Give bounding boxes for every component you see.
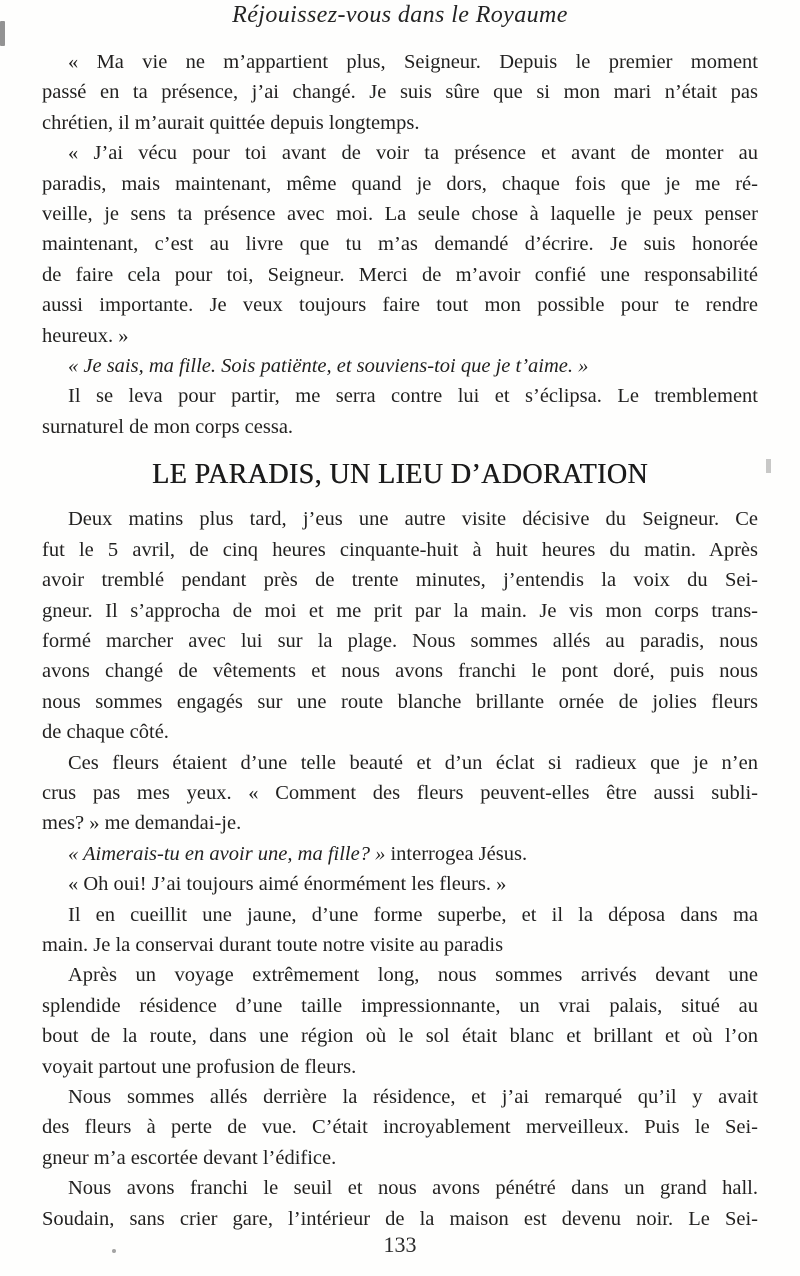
body-text: gneur. Il s’approcha de moi et me prit par la main. Je vis mon corps trans-	[42, 599, 758, 622]
text-line	[42, 778, 758, 808]
text-line	[42, 869, 758, 899]
body-text: « Oh oui! J’ai toujours aimé énormément les fleurs. »	[68, 873, 507, 896]
text-line	[42, 381, 758, 411]
text-line	[42, 748, 758, 778]
body-text: interrogea Jésus.	[390, 842, 528, 865]
paragraph	[42, 351, 758, 381]
text-line	[42, 991, 758, 1021]
body-text: fut le 5 avril, de cinq heures cinquante-huit à huit heures du matin. Après	[42, 538, 758, 561]
body-text: mes? » me demandai-je.	[42, 812, 242, 835]
body-text: passé en ta présence, j’ai changé. Je suis sûre que si mon mari n’était pas	[42, 81, 758, 104]
text-line	[42, 412, 758, 442]
text-line	[42, 321, 758, 351]
text-line	[42, 1082, 758, 1112]
text-line	[42, 351, 758, 381]
body-text: de faire cela pour toi, Seigneur. Merci de m’avoir confié une responsabilité	[42, 263, 758, 286]
body-text: crus pas mes yeux. « Comment des fleurs peuvent-elles être aussi subli-	[42, 781, 758, 804]
body-text: des fleurs à perte de vue. C’était incroyablement merveilleux. Puis le Sei-	[42, 1116, 758, 1139]
paragraph	[42, 1082, 758, 1173]
text-line	[42, 596, 758, 626]
body-text: Il en cueillit une jaune, d’une forme superbe, et il la déposa dans ma	[68, 903, 758, 926]
text-line	[42, 717, 758, 747]
text-line	[42, 77, 758, 107]
italic-text: « Aimerais-tu en avoir une, ma fille? »	[68, 842, 391, 865]
body-text: Il se leva pour partir, me serra contre lui et s’éclipsa. Le tremblement	[68, 385, 758, 408]
text-line	[42, 1112, 758, 1142]
text-line	[42, 565, 758, 595]
text-line	[42, 1021, 758, 1051]
body-text: « J’ai vécu pour toi avant de voir ta présence et avant de monter au	[68, 142, 758, 165]
text-line	[42, 229, 758, 259]
body-text: avons changé de vêtements et nous avons franchi le pont doré, puis nous	[42, 660, 758, 683]
body-text: heureux. »	[42, 324, 129, 347]
scan-artifact-mark	[766, 459, 771, 473]
text-line	[42, 930, 758, 960]
body-text: chrétien, il m’aurait quittée depuis longtemps.	[42, 111, 420, 134]
text-line	[42, 960, 758, 990]
body-text: splendide résidence d’une taille impressionnante, un vrai palais, situé au	[42, 994, 758, 1017]
body-text: formé marcher avec lui sur la plage. Nous sommes allés au paradis, nous	[42, 629, 758, 652]
text-line	[42, 626, 758, 656]
text-line	[42, 900, 758, 930]
body-text: Nous avons franchi le seuil et nous avons pénétré dans un grand hall.	[68, 1177, 758, 1200]
body-text: maintenant, c’est au livre que tu m’as demandé d’écrire. Je suis honorée	[42, 233, 758, 256]
body-text: avoir tremblé pendant près de trente minutes, j’entendis la voix du Sei-	[42, 569, 758, 592]
body-text: de chaque côté.	[42, 721, 169, 744]
text-line	[42, 260, 758, 290]
paragraph	[42, 1173, 758, 1234]
body-text: Soudain, sans crier gare, l’intérieur de la maison est devenu noir. Le Sei-	[42, 1207, 758, 1230]
text-line	[42, 1143, 758, 1173]
body-text: Après un voyage extrêmement long, nous sommes arrivés devant une	[68, 964, 758, 987]
text-line	[42, 839, 758, 869]
text-line	[42, 47, 758, 77]
body-text: surnaturel de mon corps cessa.	[42, 415, 294, 438]
page-number: 133	[383, 1232, 417, 1257]
text-line	[42, 1204, 758, 1234]
running-header: Réjouissez-vous dans le Royaume	[232, 2, 568, 28]
body-text: voyait partout une profusion de fleurs.	[42, 1055, 357, 1078]
text-line	[42, 535, 758, 565]
body-text: Nous sommes allés derrière la résidence, et j’ai remarqué qu’il y avait	[68, 1086, 758, 1108]
body-text: « Ma vie ne m’appartient plus, Seigneur. Depuis le premier moment	[68, 51, 758, 73]
body-text: bout de la route, dans une région où le sol était blanc et brillant et où l’on	[42, 1025, 758, 1048]
paragraph	[42, 748, 758, 839]
text-line	[42, 199, 758, 229]
body-text: Deux matins plus tard, j’eus une autre visite décisive du Seigneur. Ce	[68, 508, 758, 531]
paragraph	[42, 47, 758, 138]
body-text: nous sommes engagés sur une route blanche brillante ornée de jolies fleurs	[42, 690, 758, 713]
italic-text: « Je sais, ma fille. Sois patiënte, et souviens-toi que je t’aime. »	[68, 355, 589, 378]
text-line	[42, 687, 758, 717]
paragraph	[42, 381, 758, 442]
paragraph	[42, 504, 758, 747]
text-line	[42, 290, 758, 320]
body-text: main. Je la conservai durant toute notre visite au paradis	[42, 933, 504, 956]
body-text: gneur m’a escortée devant l’édifice.	[42, 1146, 337, 1169]
body-text: veille, je sens ta présence avec moi. La seule chose à laquelle je peux penser	[42, 203, 758, 226]
paragraph	[42, 138, 758, 351]
text-line	[42, 656, 758, 686]
text-line	[42, 808, 758, 838]
body-text: aussi importante. Je veux toujours faire tout mon possible pour te rendre	[42, 294, 758, 317]
text-line	[42, 108, 758, 138]
text-line	[42, 1173, 758, 1203]
section-heading: LE PARADIS, UN LIEU D’ADORATION	[152, 459, 648, 491]
body-text: Ces fleurs étaient d’une telle beauté et d’un éclat si radieux que je n’en	[68, 751, 758, 774]
paragraph	[42, 839, 758, 869]
text-line	[42, 504, 758, 534]
text-line	[42, 1052, 758, 1082]
text-block	[42, 47, 758, 1234]
paragraph	[42, 869, 758, 899]
paragraph	[42, 900, 758, 961]
text-line	[42, 138, 758, 168]
text-line	[42, 169, 758, 199]
body-text: paradis, mais maintenant, même quand je dors, chaque fois que je me ré-	[42, 172, 758, 195]
paragraph	[42, 960, 758, 1082]
